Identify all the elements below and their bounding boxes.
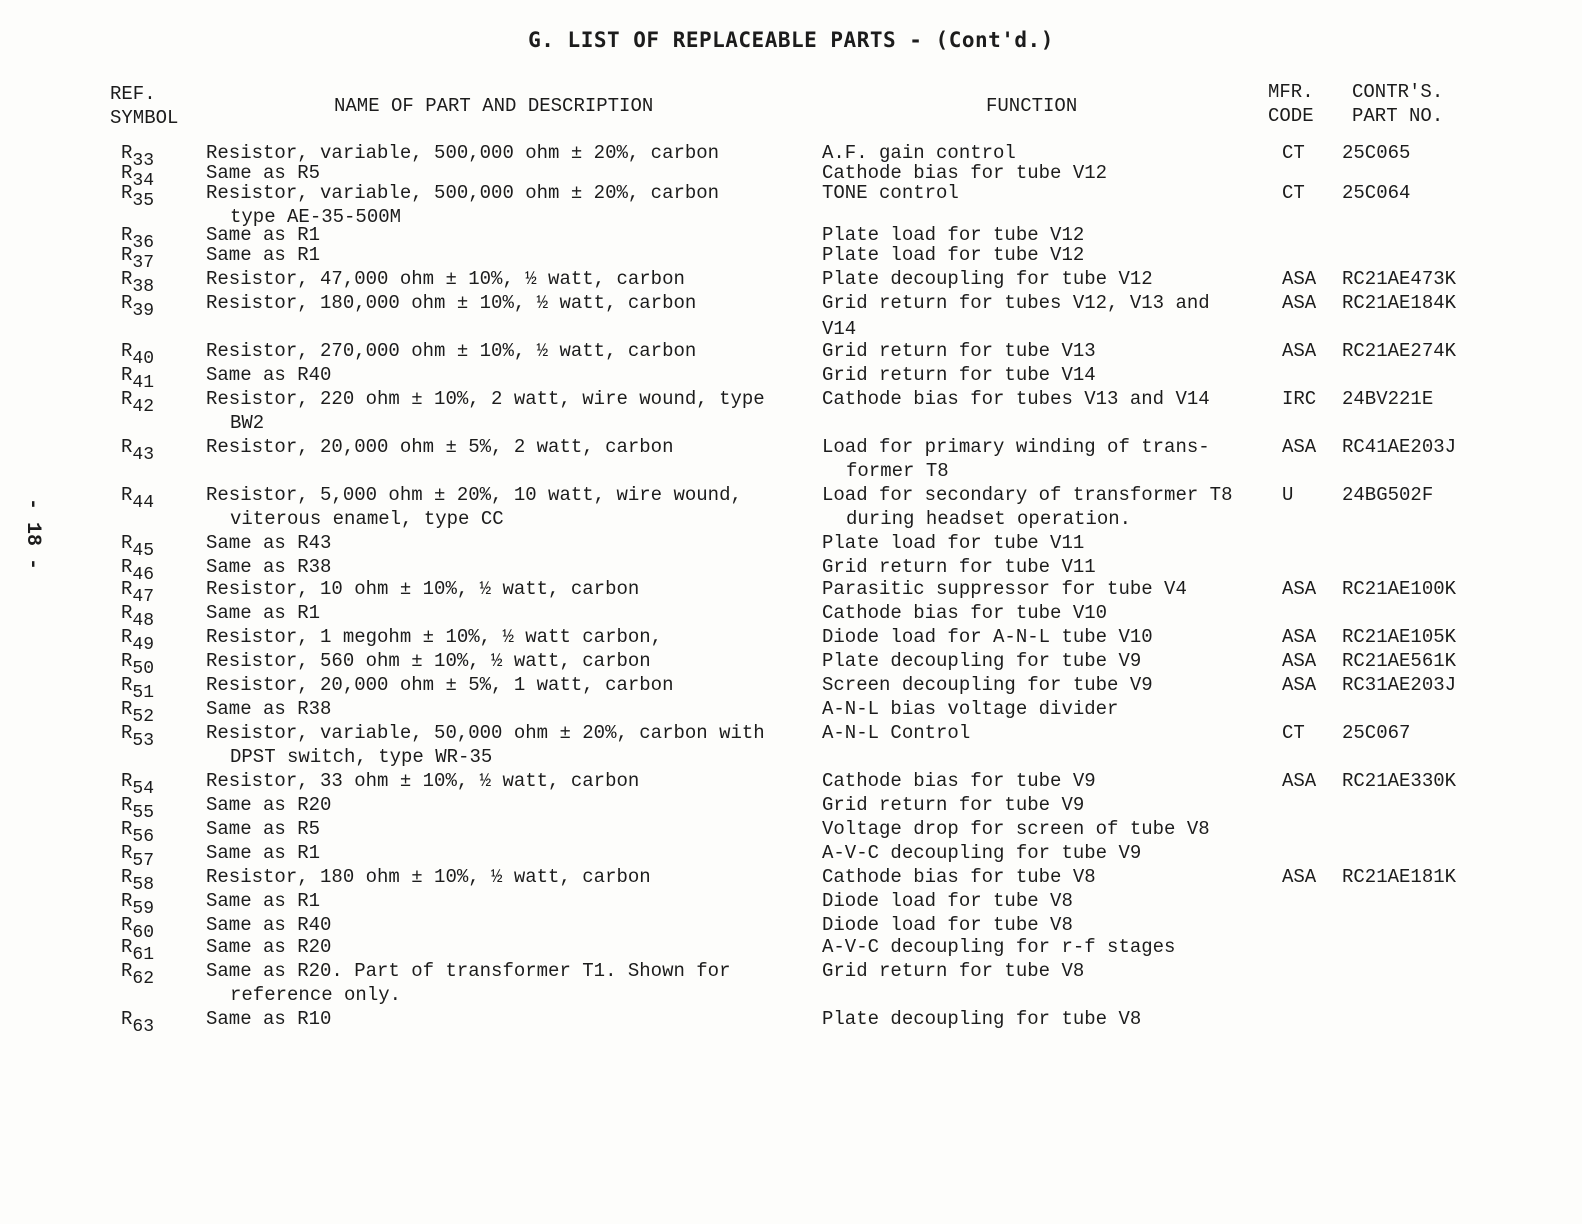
part-name: Resistor, 33 ohm ± 10%, ½ watt, carbon [206,770,640,792]
ref-subscript: 43 [132,445,155,465]
part-number: RC41AE203J [1342,436,1457,458]
part-function: Grid return for tubes V12, V13 and [822,292,1210,314]
ref-letter: R [121,722,133,744]
part-name: Same as R1 [206,224,321,246]
ref-subscript: 48 [132,611,155,631]
table-row [0,842,1582,871]
table-row [0,268,1582,297]
ref-letter: R [121,936,133,958]
table-row [0,794,1582,823]
part-function: Diode load for tube V8 [822,890,1073,912]
part-name: Same as R1 [206,890,321,912]
mfr-code: ASA [1282,340,1317,362]
header-mfr-line1: MFR. [1268,81,1314,103]
part-function: A.F. gain control [822,142,1016,164]
part-name: Same as R43 [206,532,332,554]
ref-symbol [121,244,155,273]
part-function: Plate load for tube V11 [822,532,1085,554]
table-row [0,818,1582,847]
part-function: A-N-L Control [822,722,971,744]
part-number: 25C065 [1342,142,1411,164]
mfr-code: ASA [1282,268,1317,290]
mfr-code: CT [1282,142,1305,164]
part-name: Resistor, 220 ohm ± 10%, 2 watt, wire wound, type [206,388,765,410]
part-number: RC31AE203J [1342,674,1457,696]
part-number: RC21AE473K [1342,268,1457,290]
table-row [0,890,1582,919]
part-number: RC21AE181K [1342,866,1457,888]
part-function: TONE control [822,182,959,204]
ref-letter: R [121,650,133,672]
part-function: Load for secondary of transformer T8 [822,484,1233,506]
part-function: Plate load for tube V12 [822,224,1085,246]
part-name: Resistor, variable, 500,000 ohm ± 20%, carbon [206,182,720,204]
mfr-code: ASA [1282,866,1317,888]
part-name: Same as R1 [206,244,321,266]
ref-subscript: 37 [132,253,155,273]
ref-subscript: 34 [132,171,155,191]
table-row [0,914,1582,943]
part-name-continued: BW2 [230,412,265,434]
part-name: Resistor, 10 ohm ± 10%, ½ watt, carbon [206,578,640,600]
ref-symbol [121,842,155,871]
header-ref-line1: REF. [110,83,156,105]
ref-symbol [121,364,155,393]
ref-subscript: 49 [132,635,155,655]
mfr-code: U [1282,484,1294,506]
table-row [0,182,1582,211]
table-row [0,770,1582,799]
part-name: Same as R20. Part of transformer T1. Shown for [206,960,731,982]
table-row [0,602,1582,631]
part-name: Same as R40 [206,364,332,386]
part-function: Plate load for tube V12 [822,244,1085,266]
part-number: 25C064 [1342,182,1411,204]
ref-subscript: 36 [132,233,155,253]
part-name: Resistor, 1 megohm ± 10%, ½ watt carbon, [206,626,663,648]
ref-symbol [121,556,155,585]
ref-symbol [121,866,155,895]
table-row [0,484,1582,513]
ref-subscript: 53 [132,731,155,751]
table-row [0,722,1582,751]
part-function-continued: during headset operation. [846,508,1132,530]
part-name: Same as R1 [206,842,321,864]
part-number: 24BG502F [1342,484,1434,506]
table-row [0,292,1582,321]
ref-symbol [121,890,155,919]
ref-subscript: 57 [132,851,155,871]
part-number: 25C067 [1342,722,1411,744]
table-row [0,866,1582,895]
ref-subscript: 33 [132,151,155,171]
ref-letter: R [121,244,133,266]
ref-subscript: 38 [132,277,155,297]
part-name: Same as R20 [206,794,332,816]
mfr-code: CT [1282,182,1305,204]
ref-symbol [121,268,155,297]
ref-subscript: 46 [132,565,155,585]
table-row [0,674,1582,703]
ref-letter: R [121,162,133,184]
part-name: Same as R40 [206,914,332,936]
ref-letter: R [121,1008,133,1030]
part-name: Resistor, 270,000 ohm ± 10%, ½ watt, carbon [206,340,697,362]
header-part-line2: PART NO. [1352,105,1444,127]
ref-subscript: 39 [132,301,155,321]
ref-symbol [121,578,155,607]
ref-symbol [121,722,155,751]
part-number: RC21AE184K [1342,292,1457,314]
part-function: Grid return for tube V13 [822,340,1096,362]
table-row [0,936,1582,965]
ref-symbol [121,626,155,655]
mfr-code: ASA [1282,674,1317,696]
ref-letter: R [121,674,133,696]
part-function: Plate decoupling for tube V12 [822,268,1153,290]
part-function: Plate decoupling for tube V8 [822,1008,1142,1030]
part-function-continued: V14 [822,318,857,340]
table-row [0,960,1582,989]
ref-symbol [121,532,155,561]
table-row [0,578,1582,607]
table-row [0,1008,1582,1037]
table-row [0,388,1582,417]
ref-letter: R [121,556,133,578]
ref-subscript: 62 [132,969,155,989]
mfr-code: ASA [1282,626,1317,648]
table-row [0,626,1582,655]
ref-subscript: 47 [132,587,155,607]
ref-letter: R [121,770,133,792]
part-function: Cathode bias for tube V10 [822,602,1108,624]
part-name: Resistor, variable, 50,000 ohm ± 20%, carbon with [206,722,765,744]
part-function: Grid return for tube V9 [822,794,1085,816]
part-function: Grid return for tube V11 [822,556,1096,578]
ref-letter: R [121,224,133,246]
ref-letter: R [121,602,133,624]
header-function: FUNCTION [986,95,1078,117]
header-ref-line2: SYMBOL [110,107,179,129]
part-function: Voltage drop for screen of tube V8 [822,818,1210,840]
ref-subscript: 56 [132,827,155,847]
table-row [0,340,1582,369]
part-function: Cathode bias for tube V8 [822,866,1096,888]
ref-subscript: 58 [132,875,155,895]
part-function-continued: former T8 [846,460,949,482]
part-name: Same as R20 [206,936,332,958]
part-number: RC21AE561K [1342,650,1457,672]
ref-subscript: 45 [132,541,155,561]
ref-letter: R [121,890,133,912]
part-name: Same as R5 [206,162,321,184]
ref-symbol [121,388,155,417]
ref-subscript: 60 [132,923,155,943]
ref-symbol [121,292,155,321]
part-name: Same as R38 [206,556,332,578]
part-function: Plate decoupling for tube V9 [822,650,1142,672]
ref-symbol [121,914,155,943]
ref-letter: R [121,340,133,362]
mfr-code: ASA [1282,578,1317,600]
mfr-code: IRC [1282,388,1317,410]
ref-subscript: 40 [132,349,155,369]
ref-subscript: 51 [132,683,155,703]
mfr-code: ASA [1282,436,1317,458]
table-row [0,364,1582,393]
ref-subscript: 55 [132,803,155,823]
part-name: Resistor, 560 ohm ± 10%, ½ watt, carbon [206,650,651,672]
ref-symbol [121,436,155,465]
table-row [0,556,1582,585]
part-number: RC21AE100K [1342,578,1457,600]
mfr-code: ASA [1282,650,1317,672]
part-name: Same as R1 [206,602,321,624]
ref-symbol [121,698,155,727]
mfr-code: ASA [1282,770,1317,792]
part-name: Resistor, 47,000 ohm ± 10%, ½ watt, carbon [206,268,685,290]
page-title: G. LIST OF REPLACEABLE PARTS - (Cont'd.) [528,28,1054,52]
part-function: Diode load for A-N-L tube V10 [822,626,1153,648]
ref-letter: R [121,794,133,816]
part-name: Same as R10 [206,1008,332,1030]
part-name: Resistor, 180,000 ohm ± 10%, ½ watt, carbon [206,292,697,314]
ref-letter: R [121,268,133,290]
ref-letter: R [121,578,133,600]
part-function: Diode load for tube V8 [822,914,1073,936]
part-function: Load for primary winding of trans- [822,436,1210,458]
ref-symbol [121,182,155,211]
ref-letter: R [121,182,133,204]
part-name: Resistor, 5,000 ohm ± 20%, 10 watt, wire wound, [206,484,742,506]
ref-symbol [121,1008,155,1037]
table-row [0,650,1582,679]
part-number: RC21AE274K [1342,340,1457,362]
ref-letter: R [121,960,133,982]
ref-letter: R [121,842,133,864]
table-row [0,244,1582,273]
ref-letter: R [121,484,133,506]
part-function: Parasitic suppressor for tube V4 [822,578,1187,600]
ref-subscript: 42 [132,397,155,417]
table-row [0,436,1582,465]
ref-letter: R [121,436,133,458]
part-name: Same as R5 [206,818,321,840]
part-function: Cathode bias for tube V9 [822,770,1096,792]
ref-symbol [121,936,155,965]
part-number: RC21AE105K [1342,626,1457,648]
part-function: Cathode bias for tubes V13 and V14 [822,388,1210,410]
mfr-code: ASA [1282,292,1317,314]
ref-letter: R [121,292,133,314]
part-name: Resistor, 20,000 ohm ± 5%, 1 watt, carbon [206,674,674,696]
ref-letter: R [121,818,133,840]
part-function: Grid return for tube V8 [822,960,1085,982]
ref-letter: R [121,626,133,648]
part-name: Same as R38 [206,698,332,720]
ref-subscript: 61 [132,945,155,965]
ref-letter: R [121,388,133,410]
part-name: Resistor, 180 ohm ± 10%, ½ watt, carbon [206,866,651,888]
part-number: RC21AE330K [1342,770,1457,792]
part-name-continued: DPST switch, type WR-35 [230,746,493,768]
header-name: NAME OF PART AND DESCRIPTION [334,95,654,117]
part-function: Grid return for tube V14 [822,364,1096,386]
part-name: Resistor, variable, 500,000 ohm ± 20%, carbon [206,142,720,164]
table-row [0,532,1582,561]
ref-subscript: 41 [132,373,155,393]
part-number: 24BV221E [1342,388,1434,410]
part-function: A-V-C decoupling for tube V9 [822,842,1142,864]
ref-subscript: 44 [132,493,155,513]
ref-symbol [121,770,155,799]
ref-subscript: 35 [132,191,155,211]
part-name-continued: viterous enamel, type CC [230,508,504,530]
ref-symbol [121,340,155,369]
part-name-continued: type AE-35-500M [230,206,402,228]
ref-letter: R [121,698,133,720]
header-ref-symbol [110,82,178,130]
ref-symbol [121,794,155,823]
ref-letter: R [121,364,133,386]
table-row [0,698,1582,727]
ref-symbol [121,960,155,989]
part-name-continued: reference only. [230,984,402,1006]
header-part-no [1352,80,1443,128]
ref-symbol [121,484,155,513]
part-function: A-N-L bias voltage divider [822,698,1119,720]
mfr-code: CT [1282,722,1305,744]
part-function: A-V-C decoupling for r-f stages [822,936,1176,958]
ref-symbol [121,602,155,631]
ref-subscript: 63 [132,1017,155,1037]
ref-subscript: 50 [132,659,155,679]
part-function: Cathode bias for tube V12 [822,162,1108,184]
ref-subscript: 54 [132,779,155,799]
page-number: - 18 - [21,498,44,571]
header-mfr-code [1268,80,1314,128]
ref-letter: R [121,866,133,888]
ref-subscript: 52 [132,707,155,727]
ref-symbol [121,818,155,847]
header-mfr-line2: CODE [1268,105,1314,127]
part-function: Screen decoupling for tube V9 [822,674,1153,696]
ref-letter: R [121,914,133,936]
ref-letter: R [121,142,133,164]
ref-symbol [121,674,155,703]
ref-subscript: 59 [132,899,155,919]
ref-letter: R [121,532,133,554]
header-part-line1: CONTR'S. [1352,81,1444,103]
part-name: Resistor, 20,000 ohm ± 5%, 2 watt, carbon [206,436,674,458]
ref-symbol [121,650,155,679]
